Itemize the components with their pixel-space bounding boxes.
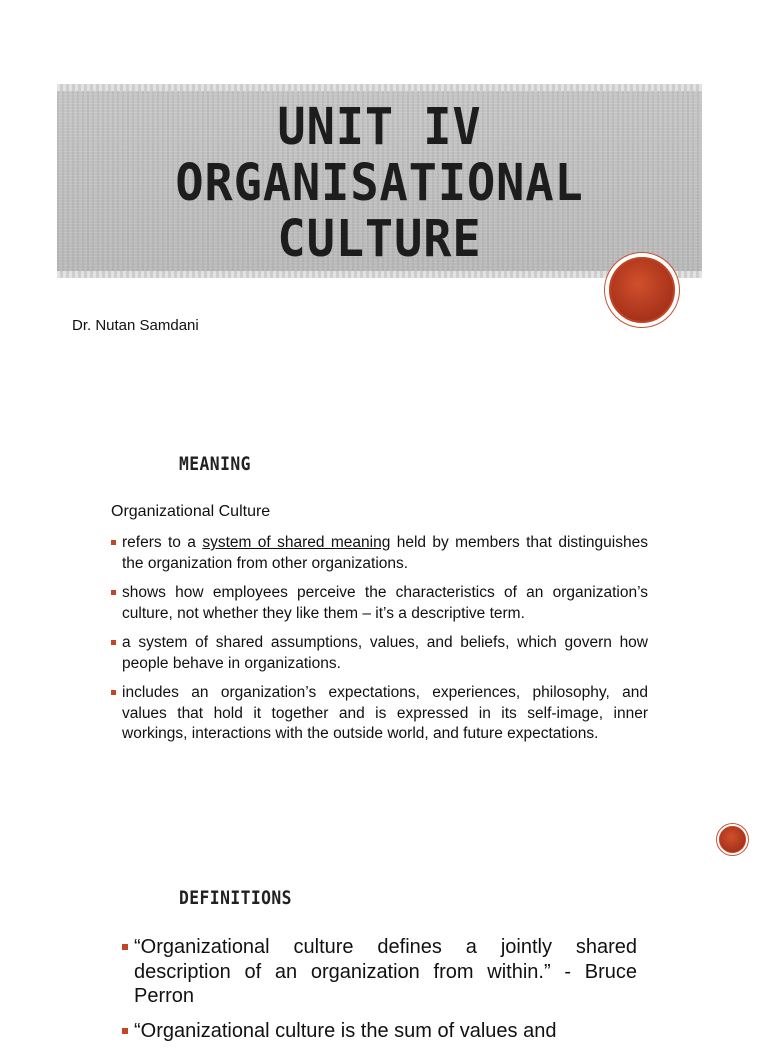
list-item	[111, 683, 648, 745]
list-item	[111, 583, 648, 624]
title-banner	[57, 84, 702, 278]
slide-heading: MEANING	[179, 453, 251, 475]
list-item	[122, 1019, 637, 1044]
banner-bottom-edge	[57, 271, 702, 278]
underlined-term: system of shared meaning	[202, 534, 391, 551]
bullet-text-after: held by members that distinguishes the organization from other organizations.	[122, 534, 648, 572]
author-name: Dr. Nutan Samdani	[72, 317, 199, 334]
list-item	[111, 633, 648, 674]
bullet-text: shows how employees perceive the characteristics of an organization’s culture, not whether they like them – it’s a descriptive term.	[122, 584, 648, 622]
list-item	[111, 533, 648, 574]
slide-title: UNIT IV ORGANISATIONAL CULTURE	[175, 98, 584, 269]
definition-text: “Organizational culture defines a jointly shared description of an organization from within.” - Bruce Perron	[134, 936, 637, 1007]
bullet-square-icon	[111, 690, 116, 695]
title-slide	[0, 0, 768, 400]
bullet-square-icon	[111, 640, 116, 645]
list-item	[122, 935, 637, 1009]
bullet-square-icon	[122, 944, 128, 950]
banner-top-edge	[57, 84, 702, 91]
slide-subheading: Organizational Culture	[111, 503, 271, 520]
decorative-circle-icon	[609, 257, 675, 323]
decorative-circle-icon	[719, 826, 746, 853]
bullet-list	[111, 533, 648, 754]
bullet-square-icon	[111, 540, 116, 545]
definitions-slide	[0, 860, 768, 1042]
bullet-square-icon	[122, 1028, 128, 1034]
bullet-text: includes an organization’s expectations, experiences, philosophy, and values that hold it together and is expressed in its self-image, inner workings, interactions with the outside world, and future expectations.	[122, 684, 648, 742]
bullet-square-icon	[111, 590, 116, 595]
slide-heading: DEFINITIONS	[179, 887, 292, 909]
definition-text: “Organizational culture is the sum of values and	[134, 1019, 557, 1042]
definition-list	[122, 935, 637, 1053]
bullet-text: a system of shared assumptions, values, and beliefs, which govern how people behave in organizations.	[122, 634, 648, 672]
meaning-slide	[0, 400, 768, 860]
bullet-text-before: refers to a	[122, 534, 203, 551]
